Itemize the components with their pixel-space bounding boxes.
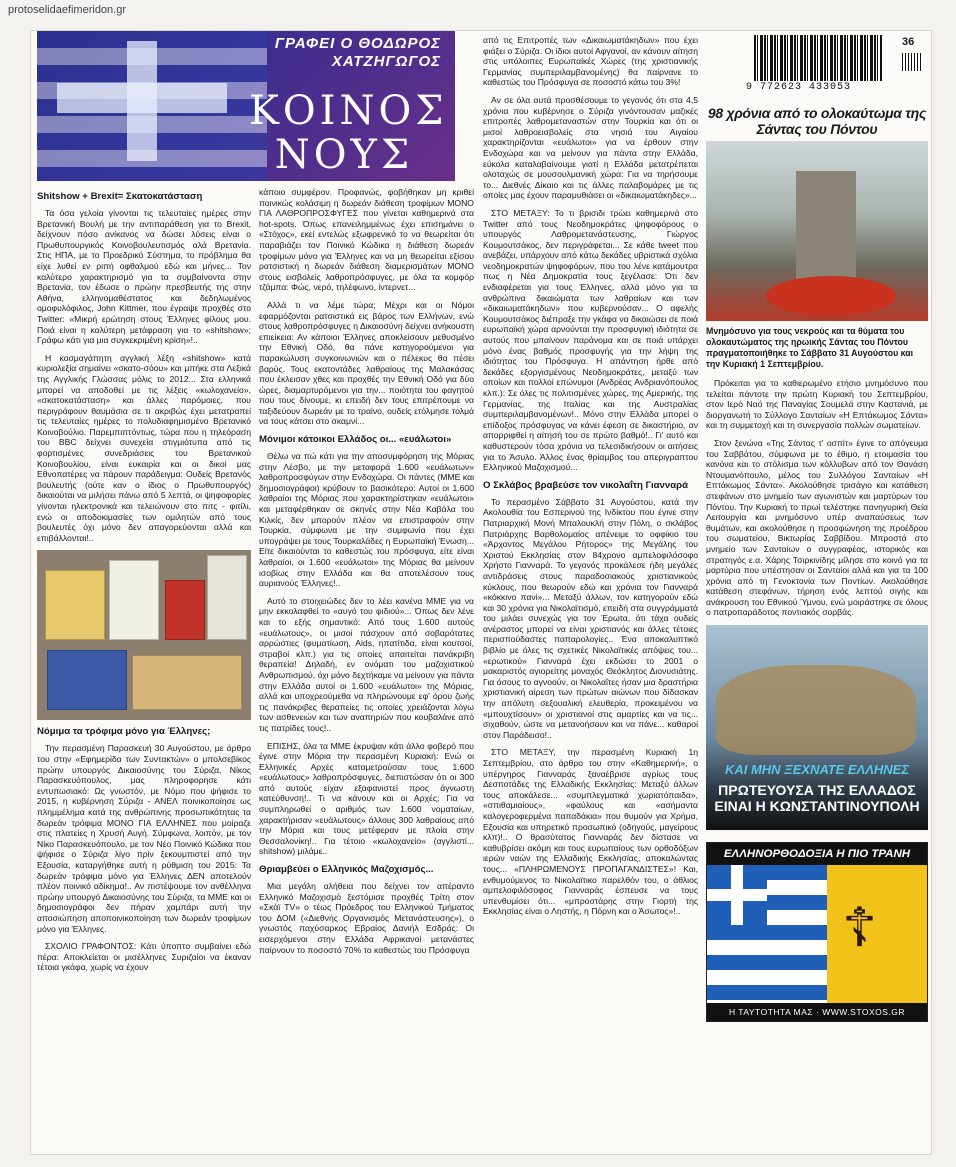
- groceries-photo: [37, 550, 251, 720]
- paragraph: Αυτό το στοιχειώδες δεν το λέει κανένα ΜΜΕ για να μην εκκολαφθεί το «αυγό του φιδιού»... Όπως δεν λένε και το εξής σημαντικό: Από τους 1.600 αυτούς «ευάλωτους», οι μισοί πάσχουν από σοβαρότατες αρρώστιες (φυματίωση, Aids, ηπατίτιδα, είναι κουτσοί, στραβοί κλπ.) για τις οποίες απαιτείται πανάκριβη θεραπεία! Δηλαδή, εν ονόματι του μαζοχιστικού Ανθρωπισμού, όχι μόνο δεχτήκαμε να μείνουν για πάντα στην Ελλάδα αυτοί οι 1.600 «ευάλωτοι» της Μόριας, αλλά και υποχρεούμεθα να πληρώνουμε εφ' όρου ζωής τις πανάκριβες θεραπείες τις οποίες χρειάζονται λόγω των ασθενειών και των αναπηριών που κουβαλάνε από τις πατρίδες τους!..: [259, 595, 474, 733]
- issue-barcode-icon: [902, 53, 922, 71]
- photo-caption: Μνημόσυνο για τους νεκρούς και τα θύματα του ολοκαυτώματος της ηρωικής Σάντας του Πόντου πραγματοποιήθηκε το Σάββατο 31 Αυγούστου και την Κυριακή 1 Σεπτεμβρίου.: [706, 326, 914, 369]
- orthodoxy-ad: [706, 842, 928, 1022]
- column-3: [483, 31, 698, 1152]
- column-1: [37, 31, 448, 181]
- paragraph: Το περασμένο Σάββατο 31 Αυγούστου, κατά την Ακολουθία του Εσπερινού της Ινδίκτου που έγινε στην Πατριαρχική Μονή Μπαλουκλή στην Πόλη, ο σκλάβος Πατριάρχης Βαρθολομαίος απένειμε το οφφίκιο του «Άρχοντος Μεγάλου Ρήτορος» της Μεγάλης του Χριστού Εκκλησίας στον 84χρονο αμπελοφιλόσοφο Χρήστο Γιανναρά. Το γεγονός προκάλεσε ήδη μεγάλες αντιδράσεις στους παραδοσιακούς χριστιανικούς κύκλους, που θεωρούν εδώ και χρόνια τον Γιανναρά «κόκκινο πανί»... Μεταξύ άλλων, τον κατηγορούν εδώ και 30 χρόνια για Νικολαϊτισμό, επειδή στα συγγράμματά του μιλάει συνεχώς για τον Έρωτα, ότι τάχα ουδείς ανέραστος μπορεί να είναι χριστιανός και άλλες τέτοιες περισπούδαστες παπαρολογίες.. Ένα αποκαλυπτικό βιβλίο με όλες τις σχετικές Νικολαϊτικές απόψεις του... «ερωτικού» Γιανναρά έχει εκδώσει το 2001 ο μακαριστός αγιορείτης μοναχός Θεόκλητος Διονυσιάτης. Για όσους το αγνοούν, οι Νικολαΐτες ήσαν μια δραστήρια χριστιανική αίρεση των πρώτων αιώνων που δίδασκαν την απόλυτη σεξουαλική ελευθερία, προκειμένου να «μπουχτίσουν» οι χριστιανοί στις αμαρτίες και να τις... σιχαθούν, ώστε να μετανοήσουν και να πάνε... καθαροί στον Παράδεισο!..: [483, 496, 698, 740]
- column-1-text: [37, 187, 251, 1152]
- article-headline: 98 χρόνια από το ολοκαύτωμα της Σάντας του Πόντου: [707, 105, 927, 137]
- paragraph: κάποιο συμφέρον. Προφανώς, φοβήθηκαν μη κριθεί ποινικώς κολάσιμη η δωρεάν διάθεση τροφίμων ΜΟΝΟ ΓΙΑ ΛΑΘΡΟΠΡΟΣΦΥΓΕΣ που γίνεται καθημερινά στα hot-spots. Όπως επανειλημμένως έχει επισημάνει ο «Στόχος», εκεί εντελώς εξωφρενικό το να θεωρείται ότι παραβιάζει τον Ποινικό Κώδικα η διάθεση δωρεάν τροφίμων μόνο για Έλληνες και να μη θεωρείται εξίσου ρατσιστική η δωρεάν διάθεση διαμερισμάτων ΜΟΝΟ στους εισβολείς λαθροπρόσφυγες, με όλα τα κομφόρ τζάμπα: Φώς, νερό, τηλέφωνο, ίντερνετ...: [259, 187, 474, 293]
- paragraph: Μια μεγάλη αλήθεια που δείχνει τον απέραντο Ελληνικό Μαζοχισμό ξεστόμισε προχθές Τρίτη στον «Σκάϊ TV» ο τέως Πρόεδρος του Ελληνικού Τμήματος του ΔΟΜ («Διεθνής Οργανισμός Μετανάστευσης»), ο γνωστός παχύσαρκος Εβραίος Δανιήλ Εσδράς: Οι εισερχόμενοι στην Ελλάδα Αφρικανοί μετανάστες παίρνουν το ποσοστό 70% το καθεστώς του Πρόσφυγα: [259, 881, 474, 955]
- paragraph: Η κοσμαγάπητη αγγλική λέξη «shitshow» κατά κυριολεξία σημαίνει «σκατο-σόου» και μπήκε στα Λεξικά της Αγγλικής Γλώσσας μόλις το 2012... Στα ελληνικά μπορεί να αποδοθεί με τις λέξεις «κωλοχανείο», «σκατοκατάσταση» και άλλες παρόμοιες, που περιγράφουν θαυμάσια σε τι ακριβώς έχει μετατραπεί τις τελευταίες ημέρες το πολυδιαφημισμένο Βρετανικό Κοινοβούλιο. Παρεμπιπτόντως, τώρα που η τηλεόραση του BBC δείχνει συνεχεία στιγμιότυπα από τις φορτισμένες συνεδριάσεις του Βρετανικού Κοινοβουλίου, είναι ευκαιρία και οι δικοί μας Εθνοπατέρες να πάρουν παράδειγμα: Ουδείς Βρετανός βουλευτής (ούτε καν ο ίδιος ο Πρωθυπουργός) δικαιούται να μιλήσει πάνω από 5 λεπτά, οι ψηφοφορίες γίνονται ηλεκτρονικά και τελειώνουν στο πιτς - φιτίλι, ενώ οι αποδοκιμασίες των ομιλητών από τους βουλευτές όχι μόνο δεν απαγορεύονται αλλά και επιβάλλονται!..: [37, 352, 251, 543]
- column-2: [259, 31, 474, 1152]
- section-heading: Shitshow + Brexit= Σκατοκατάσταση: [37, 191, 203, 202]
- author-byline: ΓΡΑΦΕΙ Ο ΘΟΔΩΡΟΣ ΧΑΤΖΗΓΩΓΟΣ: [274, 35, 441, 70]
- ad-footer: Η ΤΑΥΤΟΤΗΤΑ ΜΑΣ · WWW.STOXOS.GR: [707, 1003, 927, 1021]
- ad-heading: ΕΛΛΗΝΟΡΘΟΔΟΞΙΑ Η ΠΙΟ ΤΡΑΝΗ: [707, 843, 927, 865]
- column-4: [706, 31, 928, 1152]
- paragraph: Θέλω να πώ κάτι για την αποσυμφόρηση της Μόριας στην Λέσβο, με την μεταφορά 1.600 «ευάλωτων» λαθροπροσφύγων στην Ενδοχώρα. Οι πάντες (ΜΜΕ και δημοσιογράφοι) κρύβουν το βασικότερο: Αυτοί οι 1.600 λαθραίοι της Μόριας που χαρακτηρίστηκαν «ευάλωτοι» και μεταφέρθηκαν σε σκηνές στην Νέα Καβάλα του Κιλκίς, δεν μπορούν πλέον να επιστραφούν στην Τουρκία, σύμφωνα με την συμφωνία που έχει υπογράψει με τους Τουρκαλάδες η Ευρωπαϊκή Ένωση... Είτε δικαιούνται το καθεστώς του πρόσφυγα, είτε είναι λαθραίοι, οι 1.600 «ευάλωτοι» της Μόριας θα μείνουν ισοβίως στην Ελλάδα και θα αποτελέσουν τους αυριανούς Έλληνες!..: [259, 451, 474, 589]
- section-heading: Νόμιμα τα τρόφιμα μόνο για Έλληνες;: [37, 726, 211, 738]
- barcode-number: 9 772623 433053: [746, 82, 852, 93]
- paragraph: ΕΠΙΣΗΣ, όλα τα ΜΜΕ έκρυψαν κάτι άλλο φοβερό που έγινε στην Μόρια την περασμένη Κυριακή: Ενώ οι Ελληνικές Αρχές καταμετρούσαν τους 1.600 «ευάλωτους» λαθροπρόσφυγες, διεπιστώσαν ότι οι 300 από αυτούς είχαν εξαφανιστεί προς άγνωστη κατεύθυνση!.. Τι να κάνουν και οι Αρχές; Για να συμπληρωθεί ο αριθμός των 1.600 νοματαίων, χαρακτήρισαν «ευάλωτους» άλλους 300 λαθραίους από την Μόρια και τους μετέφεραν με πλοία στην Θεσσαλονίκη!.. Για τέτοιο «κωλοχανείο» (αγγλιστί... shitshow) μιλάμε..: [259, 740, 474, 857]
- ad-tagline: ΚΑΙ ΜΗΝ ΞΕΧΝΑΤΕ ΕΛΛΗΝΕΣ: [724, 762, 910, 778]
- paragraph: Αν σε όλα αυτά προσθέσουμε το γεγονός ότι στα 4,5 χρόνια που κυβέρνησε ο Σύριζα γινόντουσαν μαζικές επιτροπές λαθρομεταναστών στην Τουρκία και ότι οι μισοί λαθροεισβολείς στα νησιά του Αιγαίου χαρακτηρίζονται «ευάλωτοι» για να έρθουν στην Ενδοχώρα και να μείνουν για πάντα στην Ελλάδα, εύκολα καταλαβαίνουμε γιατί η Ελλάδα μετατρέπεται ολοταχώς σε μουσουλμανική χώρα: Για να τηρήσουμε το... Διεθνές Δίκαιο και τις άλλες παλαβομάρες με τις οποίες μας έχουν παραμυθιάσει οι «δικαιωματάκηδες»...: [483, 94, 698, 201]
- section-heading: Μόνιμοι κάτοικοι Ελλάδος οι... «ευάλωτοι»: [259, 434, 452, 446]
- double-headed-eagle-icon: ☦: [842, 898, 878, 959]
- paragraph: Την περασμένη Παρασκευή 30 Αυγούστου, με άρθρο του στην «Εφημερίδα των Συντακτών» ο μπολσεβίκος πρώην υπουργός Δικαιοσύνης του Σύριζα, Νίκος Παρασκευόπουλος, μας πληροφορησε κάτι εντυπωσιακό: Ως γνωστόν, με Νόμο που ψήφισε το 2015, η κυβέρνηση Σύριζα - ΑΝΕΛ ποινικοποίησε ως πλημμέλημα κατά της ανθρώπινης προσωπικότητας τα δωρεάν τρόφιμα ΜΟΝΟ ΓΙΑ ΕΛΛΗΝΕΣ που μοίραζε στις πλατείες η Χρυσή Αυγή. Σύμφωνα, λοιπόν, με τον Νίκο Παρασκευόπουλο, με τον Νέο Ποινικό Κώδικα που ψήφισε ο Σύριζα λίγο πρίν ξεκουμπιστεί από την Εξουσία, καταργήθηκε αυτή η ρύθμιση του 2015: Τα δωρεάν τρόφιμα μόνο για Έλληνες ΔΕΝ αποτελούν πλέον ποινικό αδίκημα!.. Αν πιστέψουμε τον ανθέλληνα πρώην υπουργό Δικαιοσύνης του Σύριζα, τα ΜΜΕ και οι δημοσιογράφοι δεν πήραν χαμπάρι αυτή την αποσιώπηση αποποινικοποίηση των δωρεάν τροφίμων μόνο για Έλληνες.: [37, 743, 251, 934]
- paragraph: Αλλά τι να λέμε τώρα; Μέχρι και οι Νόμοι εφαρμόζονται ρατσιστικά εις βάρος των Ελλήνων, ενώ στους λαθροπρόσφυγες η Δικαιοσύνη δείχνει ανήκουστη επιείκεια: Αν κάποιοι Έλληνες αποκλείσουν μεθυσμένο την Εθνική Οδό, θα πάνε κατηγορούμενοι για παρακώλυση συγκοινωνιών και ο πέλεκυς θα πέσει βαρύς. Τους εκατοντάδες λαθραίους της Μαλακάσας που έκλεισαν χθες και προχθές την Εθνική Οδό για δύο ώρες, διαμαρτυρόμενοι για την... ποιότητα του φαγητού που τους δίνουμε, κι επειδή δεν τους επιτρέπουμε να ταξιδεύουν δωρεάν με το τραίνο, ουδείς ετόλμησε τολμά να τους κάτσει στο σκαμνί...: [259, 299, 474, 427]
- city-illustration: [716, 665, 916, 755]
- paragraph: ΣΤΟ ΜΕΤΑΞΥ, την περασμένη Κυριακή 1η Σεπτεμβρίου, στο άρθρο του στην «Καθημερινή», ο υπέργηρος Γιανναράς ξαναέβρισε αγρίως τους Δεσποτάδες της Ελλαδικής Εκκλησίας: Μεταξύ άλλων τους αποκάλεσε... «συμπλεγματικά χωριατόπαιδα», «σπιθαμιαίους», «φαύλους και «ασήμαντα καλογεροφερμένα παπαδάκια» που θυμούν για Χρήμα, Εξουσία και υπηρετικό προσωπικό (οδηγούς, μαγείρους κλπ)!.. Ο θρασύτατος Γιανναράς δεν δίστασε να καθυβρίσει ακόμη και τους ευρωπαίους των ορθοδόξων ιερών ναών της Ελλαδικής Εκκλησίας, αποκαλώντας τους... «ΠΛΗΡΩΜΕΝΟΥΣ ΠΡΟΠΑΓΑΝΔΙΣΤΕΣ»! Και, ενθυμούμενος το Νικολαϊτικο παρελθόν του, ο άθλιος αμπελοφιλόσοφος Γιανναράς έσπευσε να τους υπενθυμίσει ότι... «μπροστάρης στην Γιορτή της Εκκλησίας είναι ο Ληστής, η Πόρνη και ο Άσωτος»!..: [483, 747, 698, 917]
- paragraph: Τα όσα γελοία γίνονται τις τελευταίες ημέρες στην Βρετανική Βουλή με την αντιπαράθεση για το Brexit, δείχνουν πόσο ανίκανος να δώσει λύσεις είναι ο Πρωθυπουργικός Κοινοβουλευτισμός αλά Βρετανία. Στις ΗΠΑ, με το Προεδρικό Σύστημα, το πρόβλημα θα είχε λυθεί εν ριπή οφθαλμού εδώ και μήνες... Τον καλύτερο χαρακτηρισμό για τα συμβαίνοντα στην Βρετανία, τον έδωσε ο πρώην πρεσβευτής της στην Αθήνα, ελληνομαθέστατος και δεδηλωμένος ομοφυλόφιλος, John Kittmer, που έγραψε προχθές στο Twitter: «Μικρή ερώτηση στους Έλληνες φίλους μου. Ποιά είναι η καλύτερη μετάφραση για το «shitshow»; Γράφω κάτι για μια συγκεκριμένη κρίση»!..: [37, 208, 251, 346]
- paragraph: ΣΧΟΛΙΟ ΓΡΑΦΟΝΤΟΣ: Κάτι ύποπτο συμβαίνει εδώ πέρα: Αποκλείεται οι μισέλληνες Συριζαίοι να έκαναν τέτοια γκάφα, χωρίς να έχουν: [37, 941, 251, 973]
- newspaper-page: [30, 30, 932, 1155]
- column-title: ΚΟΙΝΟΣ ΝΟΥΣ: [249, 88, 448, 178]
- paragraph: από τις Επιτροπές των «Δικαιωματάκηδων» που έχει φιάξει ο Σύριζα. Οι ίδιοι αυτοί Αφγανοί, αν κάνουν αίτηση στις υπόλοιπες Ευρωπαϊκές Χώρες (της χριστιανικής Γερμανίας συμπεριλαμβανομένης) θα παίρνανε το καθεστώς του Πρόσφυγα σε ποσοστό κάτω του 3%!: [483, 35, 698, 88]
- barcode-block: [706, 31, 928, 101]
- memorial-photo: [706, 141, 928, 321]
- ad-slogan: ΠΡΩΤΕΥΟΥΣΑ ΤΗΣ ΕΛΛΑΔΟΣ ΕΙΝΑΙ Η ΚΩΝΣΤΑΝΤΙΝΟΥΠΟΛΗ: [714, 782, 920, 815]
- paragraph: ΣΤΟ ΜΕΤΑΞΥ: Το τι βρισιδι τρώει καθημερινά στο Twitter από τους Νεοδημοκράτες ψηφοφόρους ο υπουργός Λαθρομετανάστευσης, Γιώργος Κουμουτσάκος, δεν περιγράφεται... Σε κάθε tweet που ανεβάζει, υπάρχουν από κάτω δεκάδες υβριστικά σχόλια νεοδημοκρατών ψηφοφόρων, που του λένε κατάμουτρα πως η Νέα Δημοκρατία τους ξεγέλασε: Ότι δεν ενδιαφέρεται για τους Έλληνες, αλλά μόνο για τα ανθρώπινα δικαιώματα των λαθραίων και των «δικαιωματάκηδων» που κυβερνούσαν... Ο αφελής Κουμουτσάκος διέπραξε την γκάφα να δικαιώσει σε ποιά ευρωπαϊκή χώρα αρνούνται την προσφυγική ιδιότητα σε αυτούς που μπαίνουν παράνομα και σε ποιά υπάρχει μόνο ένας βαθμός προσφυγής για την λήψη της ιδιότητας του Πρόσφυγα. Η απάντηση ήρθε από δεκάδες εξοργισμένους Νεοδημοκράτες, μεταξύ των οποίων και πολλοί επώνυμοι (Ανδρέας Ανδριανόπουλος κλπ.): Σε όλες τις πολιτισμένες χώρες, της Αμερικής, της Γερμανίας, της Ιταλίας και της Αυστραλίας συμπεριλαμβανομένων!.. Μόνο στην Ελλάδα μπορεί ο επίδοξος πρόσφυγας να κάνει έφεση σε δικαστήριο, αν απορριφθεί η αίτησή του σε πρώτο βαθμό!.. Γι' αυτό και καθυστερούν τόσα χρόνια να τελεσιδικήσουν οι αιτήσεις για το Άσυλο. Άλλος ένας θρίαμβος του απεριγραπτου Ελληνικού Μαζοχισμού...: [483, 207, 698, 473]
- wreath-shape: [766, 276, 896, 316]
- page-number: 36: [902, 36, 915, 48]
- barcode-icon: [754, 35, 882, 81]
- monument-shape: [796, 171, 856, 281]
- paragraph: Πρόκειται για το καθιερωμένο ετήσιο μνημόσυνο που τελείται πάντοτε την πρώτη Κυριακή του Σεπτεμβρίου, στον Ιερό Ναό της Παναγίας Σουμελά στην Καστανιά, με διοργανωτή το Σύλλογο Σανταίων «Η Επτάκωμος Σάντα» και τη συμμετοχή και τη συνεργασία πολλών σωματείων.: [706, 378, 928, 431]
- section-heading: Θριαμβεύει ο Ελληνικός Μαζοχισμός...: [259, 864, 434, 876]
- section-heading: Ο Σκλάβος βραβεύσε τον νικολαΐτη Γιανναρά: [483, 479, 688, 491]
- constantinople-ad: [706, 625, 928, 830]
- source-watermark: protoselidaefimeridon.gr: [8, 4, 127, 16]
- paragraph: Στον ξενώνα «Της Σάντας τ' οσπίτ» έγινε το απόγευμα του Σαββάτου, σύμφωνα με το έθιμο, η ετοιμασία του κανόνα και το στόλισμα των κόλλυβων από τον Θανάση Ντουμανόπουλο, μέλος του Συλλόγου Σανταίων «Η Επτάκωμος Σάντα». Ακολούθησε τρισάγιο και κατάθεση στεφάνων στο μνημείο των αγωνιστών και μαρτύρων του Πόντου. Την Κυριακή το πρωί τελέστηκε πανηγυρική Θεία Λειτουργία και μνημόσυνο υπέρ αναπαύσεως των θυμάτων, και ακολούθησε η προσφώνηση της προέδρου του σωματείου, Βικτωρίας Σαββίδου. Μπροστά στο μνημείο των Σανταίων ο συγγραφέας, ιστορικός και στρατηγός ε.α. Χάρης Τσιρκινίδης μίλησε στο κοινό για τα μαρτύρια που υπέστησαν οι Σανταίοι αλλά και για τα 100 χρόνια από τη Γενοκτονία των Ποντίων. Ακολούθησε κατάθεση στεφάνων, τήρηση ενός λεπτού σιγής και ανάκρουση του Εθνικού Ύμνου, ενώ μοιράστηκε σε όλους ο πατροπαράδοτος ποντιακός σορβάς.: [706, 437, 928, 618]
